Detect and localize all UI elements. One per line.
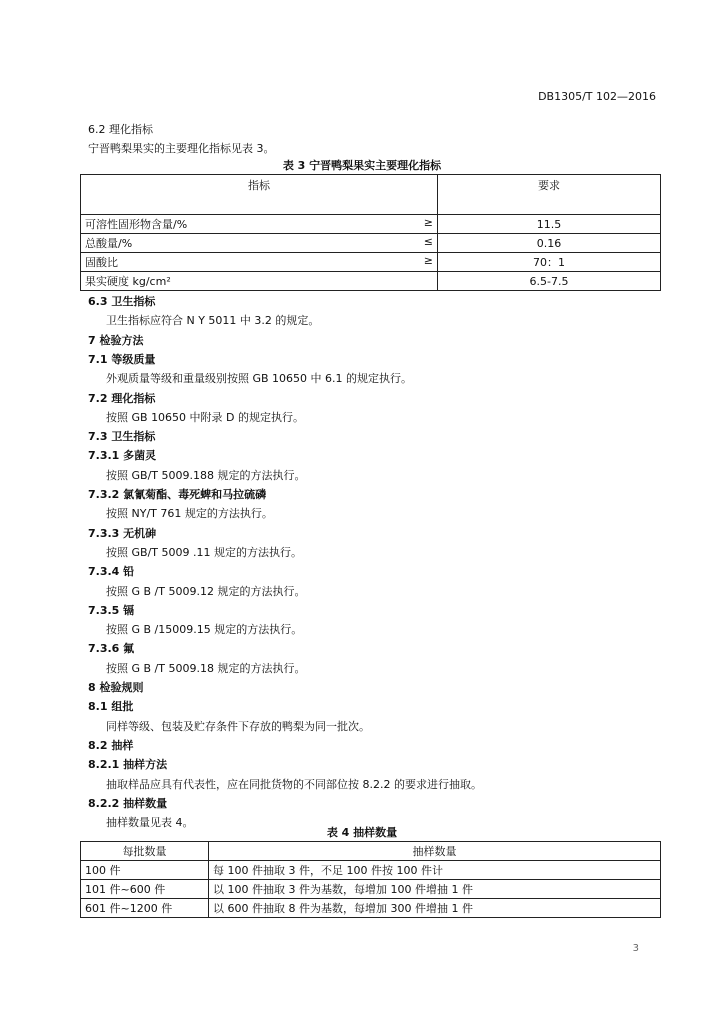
table3-caption: 表 3 宁晋鸭梨果实主要理化指标 xyxy=(282,159,442,172)
table3-cell-requirement: 6.5-7.5 xyxy=(438,272,661,291)
paragraph: 按照 NY/T 761 规定的方法执行。 xyxy=(106,507,273,521)
document-code: DB1305/T 102—2016 xyxy=(538,90,656,103)
paragraph: 按照 GB/T 5009 .11 规定的方法执行。 xyxy=(106,545,302,559)
table3-cell-indicator xyxy=(81,272,438,291)
table4-row xyxy=(81,861,661,880)
section-heading: 7.3.1 多菌灵 xyxy=(88,449,157,463)
section-heading: 8.1 组批 xyxy=(88,700,134,714)
section-heading: 6.2 理化指标 xyxy=(88,123,153,136)
section-heading: 8.2.1 抽样方法 xyxy=(88,758,168,772)
table4-caption: 表 4 抽样数量 xyxy=(326,826,398,839)
section-heading: 7.3.6 氟 xyxy=(88,642,135,656)
table4-header-sample: 抽样数量 xyxy=(209,842,661,861)
paragraph: 抽样数量见表 4。 xyxy=(106,816,194,830)
section-heading: 7 检验方法 xyxy=(88,333,144,347)
section-heading: 8.2 抽样 xyxy=(88,738,134,752)
paragraph: 卫生指标应符合 N Y 5011 中 3.2 的规定。 xyxy=(106,314,320,328)
section-heading: 7.3.2 氯氰菊酯、毒死蜱和马拉硫磷 xyxy=(88,488,267,501)
section-heading: 7.3.5 镉 xyxy=(88,603,135,617)
table4-cell-sample: 每 100 件抽取 3 件，不足 100 件按 100 件计 xyxy=(209,861,661,880)
paragraph: 按照 G B /T 5009.18 规定的方法执行。 xyxy=(106,661,306,675)
table3-cell-indicator xyxy=(81,215,438,234)
comparison-sign: ≥ xyxy=(423,216,433,229)
table4-cell-sample: 以 600 件抽取 8 件为基数，每增加 300 件增抽 1 件 xyxy=(209,899,661,918)
section-heading: 7.3 卫生指标 xyxy=(88,430,156,444)
table4 xyxy=(80,841,661,918)
table3-cell-requirement: 0.16 xyxy=(438,234,661,253)
section-heading: 7.1 等级质量 xyxy=(88,352,156,366)
section-heading: 7.2 理化指标 xyxy=(88,391,156,405)
table4-cell-batch: 101 件~600 件 xyxy=(81,880,209,899)
section-heading: 8.2.2 抽样数量 xyxy=(88,796,168,810)
page-number: 3 xyxy=(632,943,639,954)
paragraph: 按照 GB 10650 中附录 D 的规定执行。 xyxy=(106,410,305,424)
paragraph: 外观质量等级和重量级别按照 GB 10650 中 6.1 的规定执行。 xyxy=(106,372,413,386)
table4-row xyxy=(81,899,661,918)
table3-cell-requirement: 70：1 xyxy=(438,253,661,272)
table3-header-indicator: 指标 xyxy=(81,175,438,215)
table4-cell-batch: 100 件 xyxy=(81,861,209,880)
comparison-sign: ≤ xyxy=(423,235,433,248)
indicator-name: 总酸量/% xyxy=(85,237,133,250)
section-heading: 7.3.4 铅 xyxy=(88,565,135,579)
paragraph: 抽取样品应具有代表性，应在同批货物的不同部位按 8.2.2 的要求进行抽取。 xyxy=(106,777,482,791)
table4-header-batch: 每批数量 xyxy=(81,842,209,861)
table3-row xyxy=(81,215,661,234)
paragraph: 按照 GB/T 5009.188 规定的方法执行。 xyxy=(106,468,306,482)
table3-cell-indicator xyxy=(81,253,438,272)
table3-row xyxy=(81,253,661,272)
paragraph: 按照 G B /15009.15 规定的方法执行。 xyxy=(106,623,303,637)
paragraph: 按照 G B /T 5009.12 规定的方法执行。 xyxy=(106,584,306,598)
section-heading: 7.3.3 无机砷 xyxy=(88,526,157,540)
paragraph: 宁晋鸭梨果实的主要理化指标见表 3。 xyxy=(88,142,275,155)
indicator-name: 可溶性固形物含量/% xyxy=(85,218,188,231)
table3-cell-requirement: 11.5 xyxy=(438,215,661,234)
comparison-sign: ≥ xyxy=(423,254,433,267)
table3 xyxy=(80,174,661,291)
table4-row xyxy=(81,880,661,899)
table3-cell-indicator xyxy=(81,234,438,253)
table3-row xyxy=(81,234,661,253)
section-heading: 6.3 卫生指标 xyxy=(88,295,156,308)
table3-header-requirement: 要求 xyxy=(438,175,661,215)
table3-row xyxy=(81,272,661,291)
table4-cell-batch: 601 件~1200 件 xyxy=(81,899,209,918)
section-heading: 8 检验规则 xyxy=(88,681,144,694)
table4-cell-sample: 以 100 件抽取 3 件为基数，每增加 100 件增抽 1 件 xyxy=(209,880,661,899)
indicator-name: 固酸比 xyxy=(85,256,118,269)
indicator-name: 果实硬度 kg/cm² xyxy=(85,275,171,288)
paragraph: 同样等级、包装及贮存条件下存放的鸭梨为同一批次。 xyxy=(106,719,370,733)
